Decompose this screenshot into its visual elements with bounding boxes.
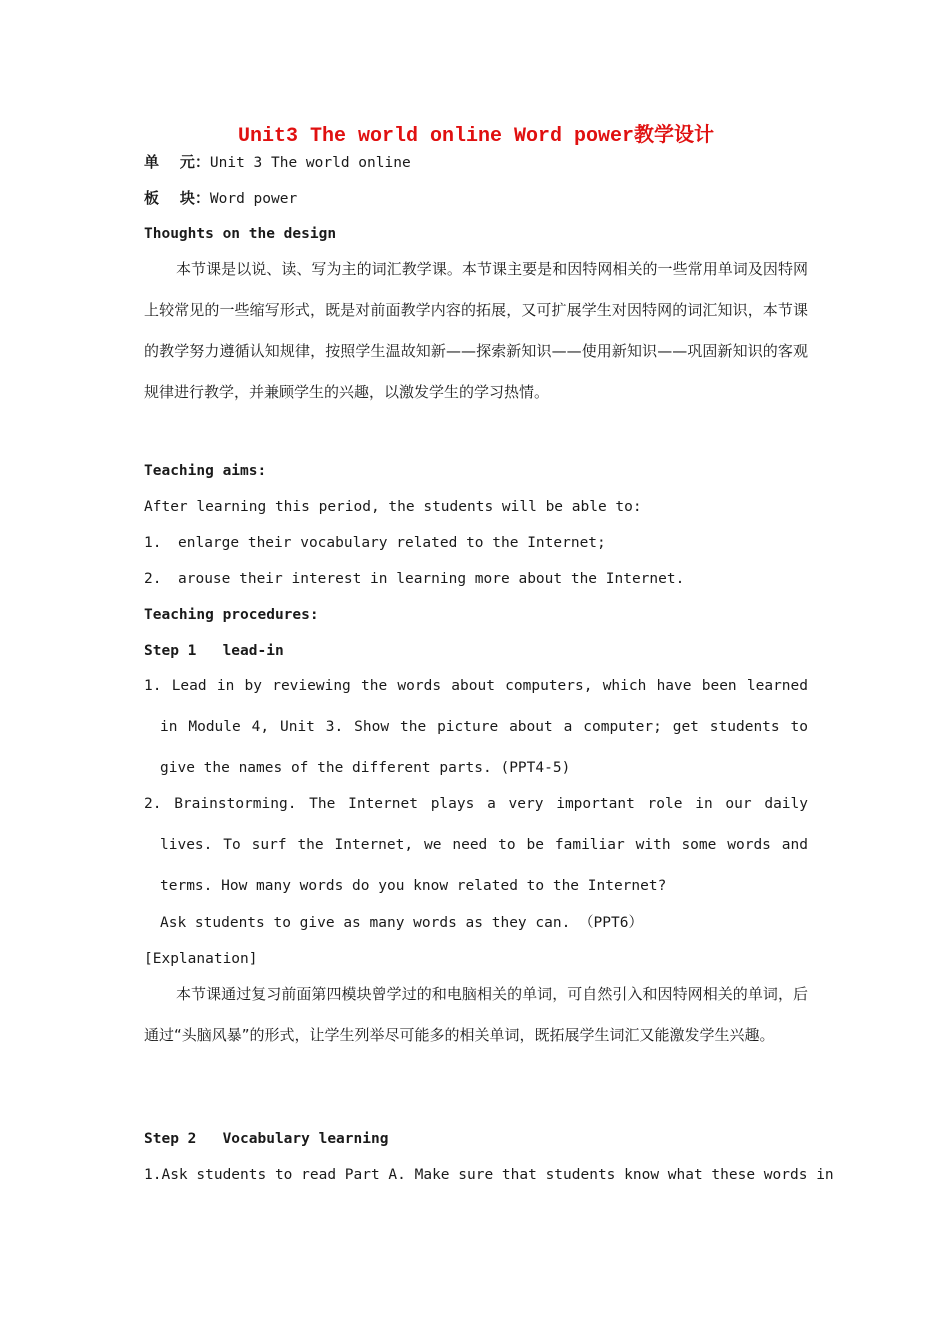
- step1-item-2-extra: Ask students to give as many words as they can. （PPT6）: [160, 915, 643, 931]
- aim-number: 2.: [144, 571, 162, 587]
- aim-item-1: [144, 532, 606, 554]
- unit-value: Unit 3 The world online: [209, 155, 411, 171]
- explanation-heading: [Explanation]: [144, 951, 258, 967]
- unit-label: 单 元：: [144, 153, 210, 171]
- aim-number: 1.: [144, 535, 162, 551]
- document-title: Unit3 The world online Word power教学设计: [237, 125, 715, 148]
- step1-title: Step 1 lead-in: [144, 643, 284, 659]
- aim-text: arouse their interest in learning more about the Internet.: [178, 571, 685, 587]
- aim-item-2: [144, 568, 684, 590]
- module-label: 板 块：: [144, 189, 210, 207]
- thoughts-heading: Thoughts on the design: [144, 226, 337, 242]
- aim-text: enlarge their vocabulary related to the Internet;: [178, 535, 606, 551]
- procedures-heading: Teaching procedures:: [144, 607, 319, 623]
- module-line: [144, 187, 297, 210]
- aims-heading: Teaching aims:: [144, 463, 267, 479]
- step2-item-1: 1.Ask students to read Part A. Make sure that students know what these words in: [144, 1167, 834, 1183]
- step1-item-1: 1. Lead in by reviewing the words about computers, which have been learned in Module 4, Unit 3. Show the picture about a computer; get students to give the names of the different parts. (PPT4-5): [144, 678, 808, 776]
- step2-title: Step 2 Vocabulary learning: [144, 1131, 389, 1147]
- step1-item-2: 2. Brainstorming. The Internet plays a very important role in our daily lives. To surf the Internet, we need to be familiar with some words and terms. How many words do you know related to the Internet?: [144, 796, 808, 894]
- aims-intro: After learning this period, the students will be able to:: [144, 499, 642, 515]
- thoughts-paragraph: 本节课是以说、读、写为主的词汇教学课。本节课主要是和因特网相关的一些常用单词及因特网上较常见的一些缩写形式，既是对前面教学内容的拓展，又可扩展学生对因特网的词汇知识，本节课的教学努力遵循认知规律，按照学生温故知新——探索新知识——使用新知识——巩固新知识的客观规律进行教学，并兼顾学生的兴趣，以激发学生的学习热情。: [144, 260, 808, 401]
- module-value: Word power: [209, 191, 298, 207]
- unit-line: [144, 151, 411, 174]
- explanation-paragraph: 本节课通过复习前面第四模块曾学过的和电脑相关的单词，可自然引入和因特网相关的单词，后通过“头脑风暴”的形式，让学生列举尽可能多的相关单词，既拓展学生词汇又能激发学生兴趣。: [144, 985, 808, 1044]
